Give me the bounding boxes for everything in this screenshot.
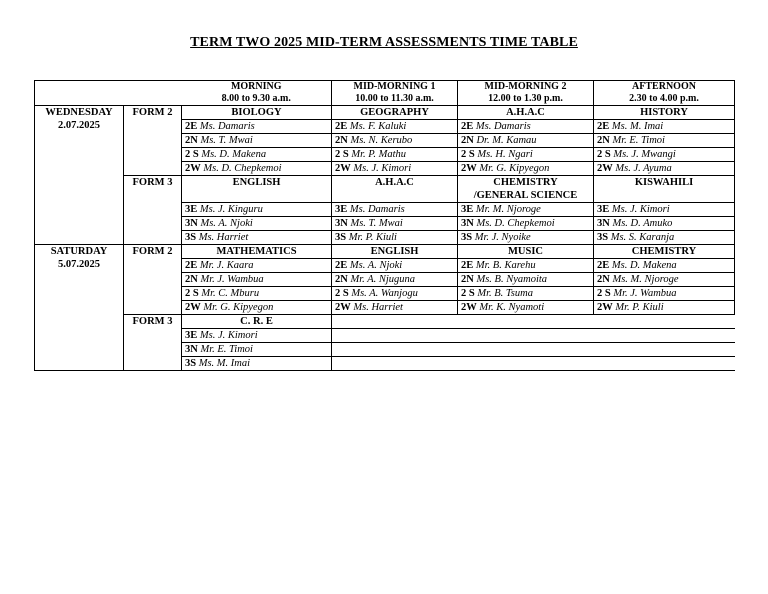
class-code: 2 S	[461, 149, 475, 160]
subject-cell	[458, 106, 594, 120]
form-name: FORM 2	[132, 107, 173, 118]
teacher-name: Ms. A. Njoki	[200, 218, 253, 229]
teacher-name: Ms. Damaris	[199, 121, 255, 132]
session-time: 2.30 to 4.00 p.m.	[629, 93, 699, 104]
teacher-name: Ms. D. Makena	[201, 149, 267, 160]
class-code: 2N	[597, 274, 610, 285]
empty-cell	[332, 329, 458, 343]
class-code: 2N	[597, 135, 610, 146]
class-code: 2W	[461, 302, 477, 313]
class-code: 2N	[185, 274, 198, 285]
class-code: 2 S	[461, 288, 475, 299]
class-code: 2 S	[335, 288, 349, 299]
teacher-name: Ms. M. Imai	[611, 121, 664, 132]
class-cell	[594, 287, 735, 301]
subject-name: KISWAHILI	[634, 177, 694, 188]
form-cell	[124, 315, 182, 371]
class-code: 3E	[597, 204, 610, 215]
empty-cell	[594, 329, 735, 343]
class-code: 2E	[597, 121, 610, 132]
class-cell	[332, 134, 458, 148]
class-code: 2N	[335, 274, 348, 285]
class-cell	[594, 273, 735, 287]
teacher-name: Ms. M. Njoroge	[612, 274, 679, 285]
class-code: 3S	[335, 232, 347, 243]
subject-row	[35, 176, 735, 203]
timetable	[34, 80, 735, 371]
class-cell	[182, 217, 332, 231]
teacher-name: Ms. J. Kimori	[611, 204, 670, 215]
class-cell	[594, 120, 735, 134]
teacher-name: Ms. M. Imai	[198, 358, 251, 369]
class-code: 2 S	[335, 149, 349, 160]
teacher-name: Mr. J. Wambua	[200, 274, 264, 285]
class-code: 2W	[185, 302, 201, 313]
subject-row	[35, 245, 735, 259]
teacher-name: Ms. S. Karanja	[610, 232, 675, 243]
class-cell	[458, 148, 594, 162]
class-cell	[332, 273, 458, 287]
class-code: 3S	[185, 358, 197, 369]
class-cell	[182, 259, 332, 273]
teacher-name: Ms. D. Amuko	[612, 218, 673, 229]
class-cell	[332, 231, 458, 245]
session-name: MORNING	[230, 81, 282, 92]
teacher-name: Dr. M. Kamau	[476, 135, 537, 146]
day-date: 5.07.2025	[58, 259, 100, 270]
subject-name: CHEMISTRY	[631, 246, 697, 257]
class-cell	[182, 329, 332, 343]
class-cell	[594, 231, 735, 245]
class-code: 2W	[597, 302, 613, 313]
class-cell	[332, 120, 458, 134]
class-code: 2 S	[597, 149, 611, 160]
class-code: 3N	[335, 218, 348, 229]
session-name: AFTERNOON	[632, 81, 696, 92]
form-cell	[124, 106, 182, 176]
form-name: FORM 3	[132, 316, 173, 327]
class-cell	[594, 301, 735, 315]
teacher-name: Mr. G. Kipyegon	[203, 302, 274, 313]
class-code: 2 S	[597, 288, 611, 299]
class-cell	[458, 217, 594, 231]
class-cell	[458, 301, 594, 315]
class-cell	[458, 231, 594, 245]
subject-name: CHEMISTRY	[493, 177, 558, 188]
subject-cell	[458, 176, 594, 203]
subject-cell	[458, 245, 594, 259]
class-code: 2N	[335, 135, 348, 146]
subject-name: BIOLOGY	[231, 107, 282, 118]
class-cell	[332, 259, 458, 273]
class-cell	[182, 120, 332, 134]
session-header	[458, 81, 594, 106]
class-code: 2N	[185, 135, 198, 146]
class-cell	[332, 217, 458, 231]
empty-cell	[594, 343, 735, 357]
session-header	[182, 81, 332, 106]
class-code: 3S	[597, 232, 609, 243]
teacher-name: Ms. H. Ngari	[477, 149, 533, 160]
day-name: SATURDAY	[50, 246, 108, 257]
class-cell	[182, 148, 332, 162]
class-cell	[182, 231, 332, 245]
class-cell	[458, 203, 594, 217]
class-cell	[458, 120, 594, 134]
class-code: 2 S	[185, 288, 199, 299]
header-spacer	[35, 81, 182, 106]
teacher-name: Mr. P. Kiuli	[348, 232, 397, 243]
teacher-name: Ms. T. Mwai	[350, 218, 403, 229]
session-time: 12.00 to 1.30 p.m.	[488, 93, 563, 104]
class-code: 2W	[335, 302, 351, 313]
day-cell	[35, 245, 124, 371]
teacher-name: Mr. B. Tsuma	[477, 288, 533, 299]
session-header	[594, 81, 735, 106]
subject-cell	[594, 245, 735, 259]
class-cell	[182, 301, 332, 315]
teacher-name: Ms. Harriet	[353, 302, 403, 313]
session-header	[332, 81, 458, 106]
subject-cell	[182, 176, 332, 203]
teacher-name: Ms. J. Mwangi	[613, 149, 676, 160]
subject-name: ENGLISH	[232, 177, 281, 188]
class-cell	[332, 287, 458, 301]
teacher-name: Ms. F. Kaluki	[349, 121, 407, 132]
class-cell	[182, 343, 332, 357]
subject-name: A.H.A.C	[375, 177, 414, 188]
teacher-name: Ms. D. Chepkemoi	[203, 163, 282, 174]
class-code: 2E	[335, 121, 348, 132]
class-cell	[594, 259, 735, 273]
teacher-name: Ms. J. Ayuma	[615, 163, 672, 174]
class-cell	[182, 203, 332, 217]
teacher-name: Ms. A. Njoki	[349, 260, 403, 271]
subject-cell	[332, 176, 458, 203]
class-code: 3N	[185, 218, 198, 229]
day-date: 2.07.2025	[58, 120, 100, 131]
teacher-name: Ms. Damaris	[349, 204, 405, 215]
class-code: 3S	[185, 232, 197, 243]
class-cell	[458, 287, 594, 301]
class-code: 3E	[185, 204, 198, 215]
class-code: 3S	[461, 232, 473, 243]
subject-name: GEOGRAPHY	[360, 107, 429, 118]
day-cell	[35, 106, 124, 245]
class-code: 2W	[335, 163, 351, 174]
empty-cell	[458, 329, 594, 343]
subject-name: /GENERAL SCIENCE	[473, 190, 578, 201]
form-name: FORM 3	[132, 177, 173, 188]
subject-name: HISTORY	[640, 107, 688, 118]
teacher-name: Ms. D. Makena	[611, 260, 677, 271]
teacher-name: Ms. Damaris	[475, 121, 531, 132]
class-code: 2E	[185, 121, 198, 132]
empty-cell	[332, 343, 458, 357]
class-cell	[182, 134, 332, 148]
header-row	[35, 81, 735, 106]
class-code: 2E	[461, 260, 474, 271]
teacher-name: Mr. M. Njoroge	[475, 204, 541, 215]
teacher-name: Ms. Harriet	[198, 232, 249, 243]
teacher-name: Ms. T. Mwai	[200, 135, 253, 146]
page-title: TERM TWO 2025 MID-TERM ASSESSMENTS TIME TABLE	[190, 35, 578, 50]
subject-cell	[332, 245, 458, 259]
teacher-name: Mr. K. Nyamoti	[479, 302, 545, 313]
teacher-name: Ms. J. Kimori	[353, 163, 412, 174]
empty-cell	[332, 357, 458, 371]
subject-name: ENGLISH	[370, 246, 419, 257]
class-cell	[182, 162, 332, 176]
empty-cell	[458, 343, 594, 357]
teacher-name: Mr. J. Nyoike	[474, 232, 531, 243]
class-code: 2E	[335, 260, 348, 271]
teacher-name: Mr. E. Timoi	[200, 344, 253, 355]
class-code: 3E	[185, 330, 198, 341]
class-code: 2 S	[185, 149, 199, 160]
teacher-name: Mr. J. Wambua	[613, 288, 677, 299]
class-cell	[458, 162, 594, 176]
day-name: WEDNESDAY	[45, 107, 113, 118]
session-name: MID-MORNING 2	[484, 81, 567, 92]
form-cell	[124, 245, 182, 315]
teacher-name: Ms. B. Nyamoita	[476, 274, 548, 285]
class-cell	[594, 217, 735, 231]
class-cell	[182, 287, 332, 301]
subject-name: C. R. E	[240, 316, 273, 327]
class-cell	[458, 259, 594, 273]
class-cell	[332, 162, 458, 176]
teacher-name: Mr. B. Karehu	[475, 260, 536, 271]
form-name: FORM 2	[132, 246, 173, 257]
class-code: 2W	[185, 163, 201, 174]
class-code: 3N	[597, 218, 610, 229]
teacher-name: Mr. G. Kipyegon	[479, 163, 550, 174]
class-cell	[332, 148, 458, 162]
class-code: 2E	[185, 260, 198, 271]
teacher-name: Ms. J. Kimori	[199, 330, 258, 341]
subject-name: MATHEMATICS	[216, 246, 297, 257]
subject-cell	[594, 176, 735, 203]
subject-name: A.H.A.C	[506, 107, 545, 118]
class-code: 3E	[335, 204, 348, 215]
teacher-name: Mr. J. Kaara	[199, 260, 254, 271]
subject-row	[35, 106, 735, 120]
class-code: 2W	[597, 163, 613, 174]
class-cell	[594, 162, 735, 176]
class-cell	[182, 273, 332, 287]
class-code: 2N	[461, 274, 474, 285]
subject-row	[35, 315, 735, 329]
empty-cell	[594, 357, 735, 371]
class-code: 3N	[461, 218, 474, 229]
subject-cell	[182, 245, 332, 259]
class-cell	[458, 134, 594, 148]
subject-cell	[332, 106, 458, 120]
class-cell	[594, 134, 735, 148]
teacher-name: Mr. C. Mburu	[201, 288, 260, 299]
class-code: 2W	[461, 163, 477, 174]
session-time: 10.00 to 11.30 a.m.	[355, 93, 434, 104]
session-time: 8.00 to 9.30 a.m.	[221, 93, 291, 104]
teacher-name: Ms. J. Kinguru	[199, 204, 263, 215]
class-code: 2E	[597, 260, 610, 271]
subject-cell	[182, 315, 332, 329]
teacher-name: Ms. D. Chepkemoi	[476, 218, 555, 229]
form-cell	[124, 176, 182, 245]
subject-cell	[594, 106, 735, 120]
teacher-name: Mr. A. Njuguna	[350, 274, 416, 285]
class-cell	[332, 301, 458, 315]
teacher-name: Mr. E. Timoi	[612, 135, 665, 146]
teacher-name: Ms. A. Wanjogu	[351, 288, 418, 299]
class-cell	[594, 148, 735, 162]
class-code: 3E	[461, 204, 474, 215]
teacher-name: Mr. P. Kiuli	[615, 302, 664, 313]
class-code: 2N	[461, 135, 474, 146]
class-cell	[332, 203, 458, 217]
session-name: MID-MORNING 1	[353, 81, 436, 92]
empty-cell	[458, 357, 594, 371]
class-cell	[458, 273, 594, 287]
class-cell	[594, 203, 735, 217]
class-code: 2E	[461, 121, 474, 132]
teacher-name: Ms. N. Kerubo	[350, 135, 413, 146]
subject-name: MUSIC	[507, 246, 543, 257]
teacher-name: Mr. P. Mathu	[351, 149, 406, 160]
class-cell	[182, 357, 332, 371]
class-code: 3N	[185, 344, 198, 355]
subject-cell	[182, 106, 332, 120]
